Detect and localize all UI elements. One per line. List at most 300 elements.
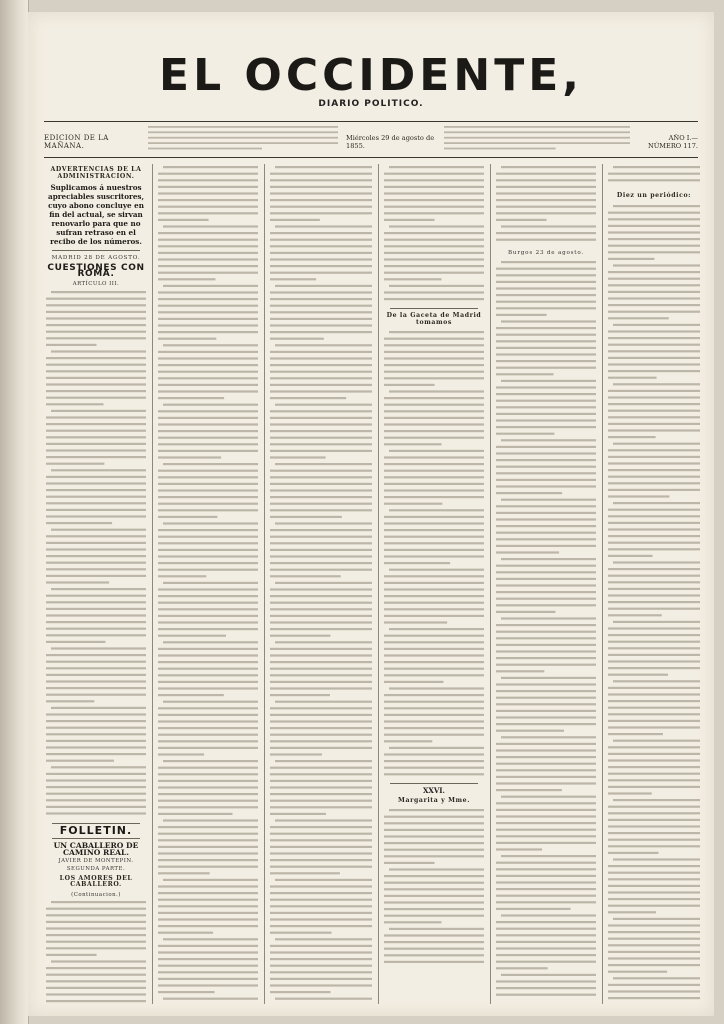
text-line	[384, 889, 484, 891]
text-line	[384, 681, 443, 683]
text-line	[496, 564, 596, 566]
text-line	[51, 706, 146, 708]
text-line	[608, 746, 700, 748]
text-line	[158, 450, 258, 452]
text-line	[163, 938, 258, 940]
text-line	[384, 767, 484, 769]
text-line	[158, 608, 258, 610]
text-line	[608, 983, 700, 985]
text-line	[384, 536, 484, 538]
text-line	[270, 595, 372, 597]
text-line	[163, 819, 258, 821]
text-line	[46, 390, 146, 392]
text-line	[46, 739, 146, 741]
text-line	[384, 582, 484, 584]
text-line	[384, 424, 484, 426]
text-line	[158, 674, 258, 676]
text-line	[501, 617, 596, 619]
text-line	[444, 148, 556, 150]
text-line	[608, 647, 700, 649]
text-line	[270, 707, 372, 709]
text-line	[496, 478, 596, 480]
serial-title: UN CABALLERO DE CAMINO REAL.	[53, 841, 139, 857]
text-line	[270, 311, 372, 313]
text-line	[608, 548, 700, 550]
text-line	[270, 384, 372, 386]
text-line	[158, 932, 213, 934]
text-line	[608, 587, 700, 589]
text-line	[46, 799, 146, 801]
text-line	[158, 826, 258, 828]
text-line	[158, 885, 258, 887]
text-line	[496, 901, 596, 903]
text-line	[496, 927, 596, 929]
text-lines	[496, 164, 596, 243]
text-line	[163, 463, 258, 465]
text-line	[384, 470, 484, 472]
text-line	[46, 772, 146, 774]
text-line	[163, 879, 258, 881]
edition-label: EDICION DE LA MAÑANA.	[44, 134, 109, 150]
text-line	[275, 701, 372, 703]
text-line	[501, 225, 596, 227]
text-line	[158, 509, 258, 511]
text-line	[384, 661, 484, 663]
text-line	[608, 667, 700, 669]
text-line	[501, 973, 596, 975]
text-line	[46, 343, 97, 345]
text-line	[384, 245, 484, 247]
text-line	[158, 410, 258, 412]
text-line	[496, 723, 596, 725]
text-line	[275, 166, 372, 168]
text-line	[496, 399, 596, 401]
column-4-bottom-body	[384, 807, 484, 967]
text-line	[148, 148, 262, 150]
text-line	[608, 957, 700, 959]
text-line	[496, 300, 596, 302]
text-line	[158, 357, 258, 359]
text-line	[389, 928, 484, 930]
text-line	[384, 252, 484, 254]
text-line	[613, 502, 700, 504]
text-line	[46, 720, 146, 722]
text-line	[275, 819, 372, 821]
text-line	[501, 439, 596, 441]
info-bar	[44, 123, 698, 155]
text-line	[608, 851, 659, 853]
text-line	[384, 836, 484, 838]
text-line	[46, 792, 146, 794]
text-line	[270, 984, 372, 986]
text-line	[270, 569, 372, 571]
text-line	[158, 694, 224, 696]
text-line	[384, 291, 484, 293]
text-line	[158, 892, 258, 894]
text-line	[384, 721, 484, 723]
text-line	[158, 390, 258, 392]
text-line	[270, 747, 372, 749]
text-line	[613, 561, 700, 563]
text-line	[608, 521, 700, 523]
text-line	[496, 199, 596, 201]
text-line	[158, 588, 258, 590]
text-line	[496, 703, 596, 705]
text-line	[608, 436, 656, 438]
text-line	[384, 344, 484, 346]
text-line	[270, 899, 372, 901]
text-line	[444, 126, 630, 128]
text-line	[384, 377, 484, 379]
text-line	[158, 602, 258, 604]
text-line	[608, 310, 700, 312]
text-line	[608, 752, 700, 754]
text-line	[608, 304, 700, 306]
text-line	[46, 634, 146, 636]
text-line	[384, 714, 484, 716]
text-line	[158, 753, 204, 755]
text-line	[46, 416, 146, 418]
text-line	[608, 257, 654, 259]
text-line	[46, 981, 146, 983]
text-line	[46, 654, 146, 656]
text-line	[158, 199, 258, 201]
column-3	[270, 164, 372, 1004]
text-line	[496, 835, 596, 837]
text-line	[389, 628, 484, 630]
text-line	[51, 901, 146, 903]
text-line	[46, 357, 146, 359]
text-line	[270, 489, 372, 491]
text-line	[51, 961, 146, 963]
text-line	[613, 858, 700, 860]
text-line	[270, 654, 372, 656]
text-line	[608, 350, 700, 352]
text-line	[158, 291, 258, 293]
text-line	[496, 327, 596, 329]
text-line	[608, 601, 700, 603]
text-line	[270, 278, 316, 280]
text-line	[496, 531, 596, 533]
dateline: Burgos 23 de agosto.	[508, 250, 584, 256]
column-5	[496, 164, 596, 1004]
text-line	[158, 780, 258, 782]
text-line	[270, 958, 372, 960]
text-line	[46, 954, 97, 956]
newspaper-page	[28, 12, 714, 1016]
text-line	[608, 871, 700, 873]
text-line	[158, 852, 258, 854]
text-line	[158, 384, 258, 386]
text-line	[608, 528, 700, 530]
text-line	[608, 884, 700, 886]
text-line	[158, 252, 258, 254]
text-line	[51, 647, 146, 649]
text-line	[496, 868, 596, 870]
text-line	[270, 450, 372, 452]
text-line	[270, 833, 372, 835]
text-line	[270, 786, 372, 788]
text-line	[496, 993, 596, 995]
text-line	[384, 232, 484, 234]
text-line	[496, 445, 596, 447]
text-line	[163, 522, 258, 524]
text-line	[496, 888, 596, 890]
text-line	[496, 346, 596, 348]
text-line	[270, 621, 372, 623]
text-line	[496, 980, 596, 982]
text-line	[46, 746, 146, 748]
text-line	[158, 265, 258, 267]
column-rule	[264, 164, 265, 1004]
text-line	[46, 974, 146, 976]
text-line	[608, 627, 700, 629]
text-line	[46, 753, 146, 755]
text-line	[613, 383, 700, 385]
text-line	[158, 529, 258, 531]
text-line	[384, 265, 484, 267]
text-line	[608, 673, 668, 675]
column-rule	[378, 164, 379, 1004]
text-line	[608, 964, 700, 966]
text-line	[608, 541, 700, 543]
text-line	[444, 137, 630, 139]
text-line	[46, 948, 146, 950]
text-line	[270, 932, 331, 934]
text-line	[270, 364, 372, 366]
text-line	[608, 403, 700, 405]
column-5-top-body	[496, 164, 596, 246]
text-line	[608, 713, 700, 715]
text-line	[608, 363, 700, 365]
text-line	[496, 419, 596, 421]
text-line	[270, 423, 372, 425]
text-line	[158, 377, 258, 379]
text-line	[270, 714, 372, 716]
text-line	[275, 285, 372, 287]
text-line	[613, 442, 700, 444]
text-line	[496, 386, 596, 388]
text-line	[158, 595, 258, 597]
text-line	[158, 654, 258, 656]
text-line	[51, 409, 146, 411]
text-line	[384, 773, 484, 775]
text-line	[270, 397, 346, 399]
text-line	[384, 298, 484, 300]
column-6-body	[608, 203, 700, 1003]
text-line	[270, 674, 372, 676]
text-line	[158, 773, 258, 775]
text-line	[158, 899, 258, 901]
text-line	[270, 615, 372, 617]
text-line	[270, 720, 372, 722]
text-line	[46, 383, 146, 385]
bottom-rule	[44, 157, 698, 158]
text-line	[496, 802, 596, 804]
text-line	[270, 740, 372, 742]
text-line	[496, 274, 596, 276]
text-line	[158, 668, 258, 670]
text-line	[270, 687, 372, 689]
text-line	[496, 670, 544, 672]
text-line	[384, 955, 484, 957]
text-line	[46, 994, 146, 996]
text-line	[608, 482, 700, 484]
section-heading: De la Gaceta de Madrid tomamos	[386, 312, 482, 326]
text-line	[608, 686, 700, 688]
text-line	[158, 806, 258, 808]
section-heading: Diez un periódico:	[616, 192, 692, 199]
text-line	[444, 131, 630, 133]
text-line	[158, 734, 258, 736]
column-rule	[602, 164, 603, 1004]
text-line	[496, 219, 547, 221]
text-line	[51, 528, 146, 530]
text-line	[496, 690, 596, 692]
text-line	[384, 935, 484, 937]
text-line	[608, 805, 700, 807]
separator	[390, 308, 478, 309]
text-line	[270, 516, 342, 518]
text-line	[384, 595, 484, 597]
text-line	[384, 410, 484, 412]
text-line	[270, 806, 372, 808]
text-line	[608, 179, 700, 181]
text-line	[613, 620, 700, 622]
text-line	[158, 727, 258, 729]
text-line	[384, 549, 484, 551]
text-line	[496, 940, 596, 942]
text-line	[608, 700, 700, 702]
text-line	[496, 782, 596, 784]
text-line	[158, 331, 258, 333]
text-line	[270, 192, 372, 194]
text-line	[496, 538, 596, 540]
text-line	[613, 977, 700, 979]
text-line	[163, 404, 258, 406]
text-line	[496, 353, 596, 355]
text-line	[384, 622, 447, 624]
text-line	[46, 908, 146, 910]
text-line	[158, 740, 258, 742]
text-line	[496, 267, 596, 269]
text-line	[496, 815, 596, 817]
text-line	[158, 872, 210, 874]
text-line	[158, 991, 215, 993]
text-line	[148, 137, 338, 139]
text-line	[384, 908, 484, 910]
text-line	[46, 640, 105, 642]
text-line	[46, 915, 146, 917]
text-line	[608, 568, 700, 570]
text-line	[46, 726, 146, 728]
text-line	[496, 426, 596, 428]
text-line	[46, 304, 146, 306]
text-line	[384, 922, 441, 924]
text-line	[46, 324, 146, 326]
text-line	[270, 945, 372, 947]
text-line	[496, 432, 554, 434]
text-line	[496, 366, 596, 368]
text-line	[613, 166, 700, 168]
text-line	[384, 186, 484, 188]
text-line	[158, 958, 258, 960]
text-line	[496, 571, 596, 573]
text-line	[608, 422, 700, 424]
text-line	[46, 660, 146, 662]
text-line	[384, 734, 484, 736]
text-line	[46, 502, 146, 504]
text-line	[384, 397, 484, 399]
text-line	[384, 740, 432, 742]
text-line	[608, 693, 700, 695]
text-line	[270, 555, 372, 557]
text-lines	[608, 203, 700, 1002]
text-line	[384, 503, 442, 505]
text-line	[608, 475, 700, 477]
text-line	[496, 393, 596, 395]
text-line	[384, 496, 484, 498]
text-line	[46, 574, 146, 576]
chapter-title: Margarita y Mme.	[398, 796, 470, 804]
text-line	[270, 496, 372, 498]
text-line	[158, 536, 258, 538]
text-line	[384, 417, 484, 419]
text-line	[46, 396, 146, 398]
text-line	[608, 660, 700, 662]
text-line	[270, 503, 372, 505]
text-line	[496, 505, 596, 507]
text-line	[496, 186, 596, 188]
text-line	[608, 640, 700, 642]
text-line	[384, 882, 484, 884]
text-line	[270, 324, 372, 326]
text-line	[608, 290, 700, 292]
text-line	[51, 469, 146, 471]
text-line	[158, 232, 258, 234]
text-lines	[384, 807, 484, 965]
text-line	[496, 683, 596, 685]
text-line	[384, 556, 484, 558]
text-line	[158, 496, 258, 498]
text-line	[158, 555, 258, 557]
text-line	[270, 232, 372, 234]
article-title: CUESTIONES CON ROMA.	[47, 262, 145, 280]
text-line	[608, 653, 700, 655]
text-line	[270, 852, 372, 854]
text-line	[46, 548, 146, 550]
text-line	[496, 584, 596, 586]
text-line	[608, 376, 657, 378]
text-line	[384, 862, 435, 864]
text-line	[46, 693, 146, 695]
text-line	[270, 437, 372, 439]
text-line	[270, 186, 372, 188]
text-line	[158, 186, 258, 188]
text-line	[384, 483, 484, 485]
text-line	[608, 462, 700, 464]
text-line	[158, 298, 258, 300]
text-line	[158, 311, 258, 313]
text-line	[46, 967, 146, 969]
separator	[390, 783, 478, 784]
text-line	[496, 709, 596, 711]
text-line	[270, 179, 372, 181]
text-line	[384, 754, 484, 756]
text-line	[608, 343, 700, 345]
text-line	[608, 891, 700, 893]
text-line	[608, 535, 700, 537]
